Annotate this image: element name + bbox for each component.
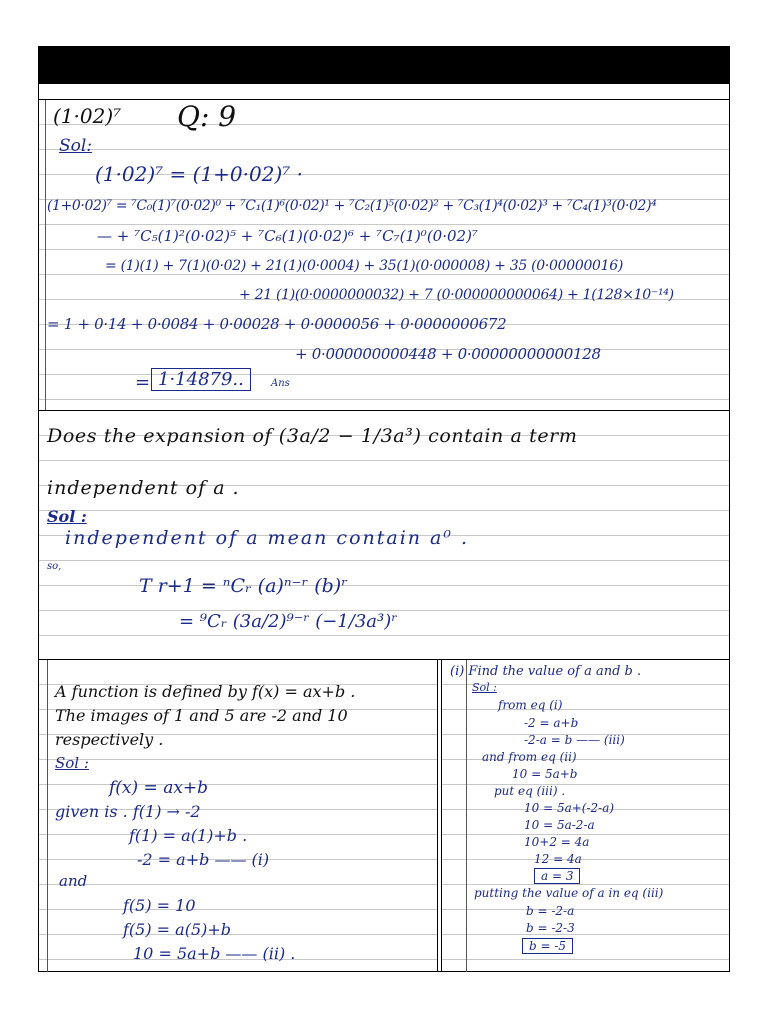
solution-line: and [59,872,88,890]
question-line: Does the expansion of (3a/2 − 1/3a³) contain a term [47,425,578,447]
solution-line: given is . f(1) → -2 [55,802,201,821]
function-left-column [39,660,438,972]
panel-function [39,660,729,972]
question-line: independent of a . [47,477,240,499]
solution-line: -2 = a+b [524,716,579,730]
solution-line: 12 = 4a [534,852,582,866]
margin-rule [45,100,46,410]
solution-line: 10 = 5a+(-2-a) [524,801,615,815]
header-strip [39,84,729,100]
solution-line: = (1)(1) + 7(1)(0·02) + 21(1)(0·0004) + 35(1)(0·000008) + 35 (0·00000016) [105,258,624,274]
solution-line: from eq (i) [498,698,563,712]
function-right-column [441,660,729,972]
panel-independent-term [39,411,729,660]
panel-q9 [39,100,729,411]
head-expression: (1·02)⁷ [53,104,122,128]
solution-line: b = -2-3 [526,921,575,935]
solution-line: f(x) = ax+b [109,778,209,798]
solution-line: and from eq (ii) [482,750,577,764]
final-answer: 1·14879.. [151,368,251,391]
question-line: respectively . [55,730,164,749]
answer-tail: Ans [271,378,290,389]
solution-line: (1+0·02)⁷ = ⁷C₀(1)⁷(0·02)⁰ + ⁷C₁(1)⁶(0·02)¹ + ⁷C₂(1)⁵(0·02)² + ⁷C₃(1)⁴(0·02)³ + ⁷C₄(1)³(0·02)⁴ [47,198,657,214]
solution-line: f(5) = a(5)+b [123,920,232,939]
solution-line: + 0·000000000448 + 0·00000000000128 [295,345,601,363]
answer-prefix: = [135,372,151,393]
solution-line: f(1) = a(1)+b . [129,826,248,845]
solution-line: put eq (iii) . [494,784,566,798]
general-term: T r+1 = ⁿCᵣ (a)ⁿ⁻ʳ (b)ʳ [139,575,348,597]
general-term-substituted: = ⁹Cᵣ (3a/2)⁹⁻ʳ (−1/3a³)ʳ [179,611,398,632]
question-line: A function is defined by f(x) = ax+b . [55,682,356,701]
value-of-b: b = -5 [522,938,573,954]
solution-line: -2 = a+b —— (i) [137,850,270,869]
question-label: Q: 9 [177,100,237,133]
header-bar [39,47,729,84]
solution-line: = 1 + 0·14 + 0·0084 + 0·00028 + 0·0000056 + 0·0000000672 [47,315,507,333]
solution-line: b = -2-a [526,904,575,918]
sub-question: (i) Find the value of a and b . [450,664,642,679]
solution-label: Sol : [472,681,497,694]
value-of-a: a = 3 [534,868,580,884]
solution-line: 10 = 5a+b [512,767,578,781]
solution-line: independent of a mean contain a⁰ . [65,527,470,549]
solution-label: Sol: [59,136,93,156]
solution-line: f(5) = 10 [123,896,196,915]
solution-line: so, [47,561,62,572]
question-line: The images of 1 and 5 are -2 and 10 [55,706,348,725]
solution-line: 10 = 5a+b —— (ii) . [133,944,296,963]
solution-line: putting the value of a in eq (iii) [474,886,664,900]
solution-label: Sol : [47,507,87,526]
solution-line: 10+2 = 4a [524,835,590,849]
page-frame [38,46,730,972]
solution-line: (1·02)⁷ = (1+0·02)⁷ · [95,162,303,186]
solution-line: -2-a = b —— (iii) [524,733,625,747]
solution-line: + 21 (1)(0·0000000032) + 7 (0·000000000064) + 1(128×10⁻¹⁴) [239,287,674,303]
solution-line: 10 = 5a-2-a [524,818,595,832]
solution-label: Sol : [55,754,89,772]
solution-line: — + ⁷C₅(1)²(0·02)⁵ + ⁷C₆(1)(0·02)⁶ + ⁷C₇(1)⁰(0·02)⁷ [97,227,478,245]
